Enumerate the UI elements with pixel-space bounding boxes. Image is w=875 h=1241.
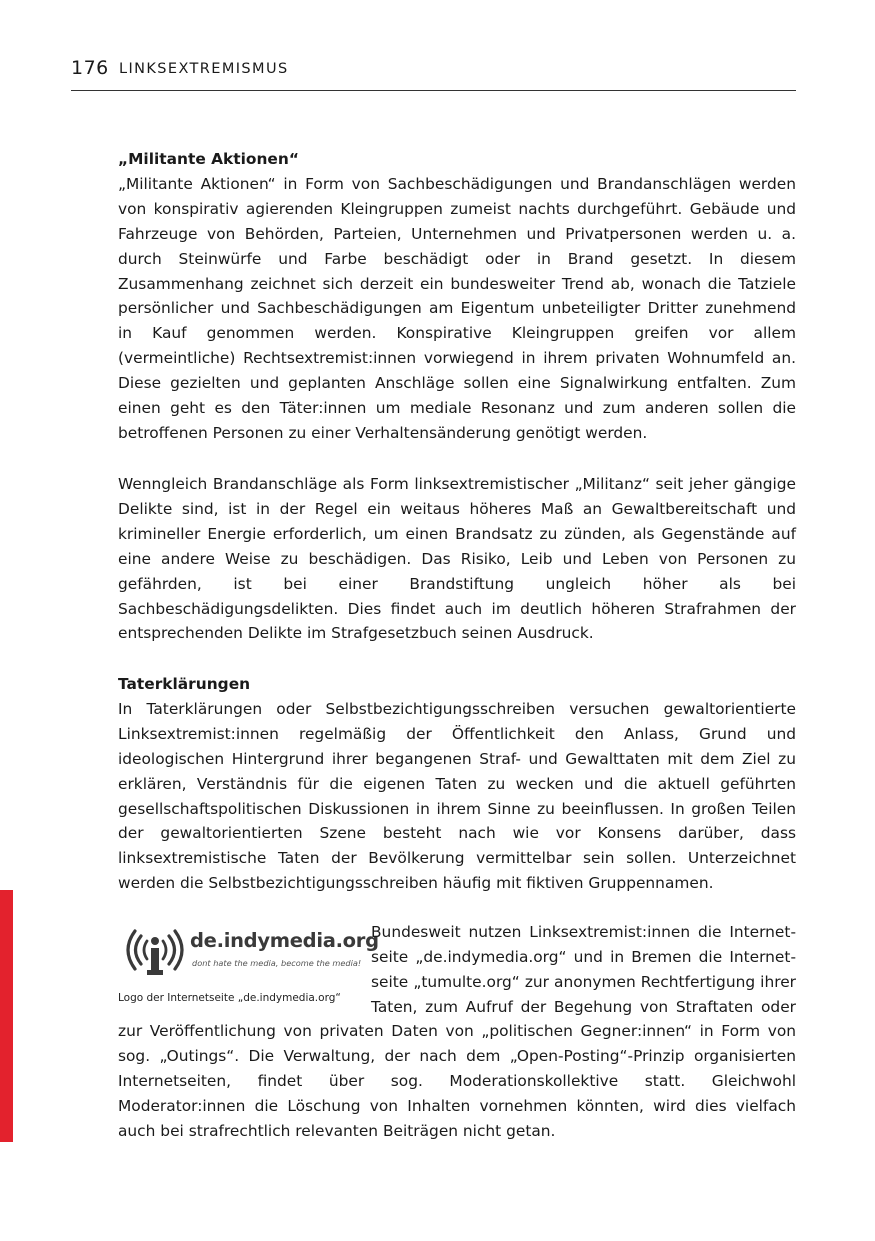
chapter-title: LINKSEXTREMISMUS	[119, 61, 289, 77]
figure-caption: Logo der Internetseite „de.indymedia.org“	[118, 992, 341, 1004]
body-paragraph: Wenngleich Brandanschläge als Form linksextremistischer „Militanz“ seit jeher gängige Delikte sind, ist in der Regel ein weitaus höheres Maß an Gewaltbereitschaft und krimineller Energie erforderlich, um einen Brandsatz zu zünden, als Gegenstände auf eine andere Weise zu beschädigen. Das Risiko, Leib und Leben von Personen zu gefährden, ist bei einer Brandstiftung ungleich höher als bei Sachbeschädigungsdelikten. Dies findet auch im deutlich höheren Strafrahmen der entsprechenden Delikte im Strafgesetzbuch seinen Ausdruck.	[118, 475, 796, 643]
wrapped-paragraph	[371, 920, 796, 1020]
page-number: 176	[71, 57, 109, 79]
indymedia-figure	[118, 918, 379, 1013]
section-taterklaerungen	[118, 672, 796, 896]
running-head	[71, 56, 796, 91]
indymedia-logo	[124, 926, 379, 982]
section-heading: Taterklärungen	[118, 675, 251, 693]
accent-bar	[0, 890, 13, 1142]
continuation-paragraph: zur Veröffentlichung von privaten Daten von „politischen Gegner:innen“ in Form von sog. „Outings“. Die Verwaltung, der nach dem „Open-Posting“-Prinzip organisierten Internetseiten, findet über sog. Moderationskollektive statt. Gleichwohl Moderator:innen die Löschung von Inhalten vornehmen könnten, wird dies vielfach auch bei strafrechtlich relevanten Beiträgen nicht getan.	[118, 1022, 796, 1140]
text-line: Bundesweit nutzen Linksextremist:innen die Internet-	[371, 923, 796, 941]
section-brandanschlaege	[118, 472, 796, 646]
body-paragraph: In Taterklärungen oder Selbstbezichtigungsschreiben versuchen gewaltorientierte Linksextremist:innen regelmäßig der Öffentlichkeit den Anlass, Grund und ideologischen Hintergrund ihrer begangenen Straf- und Gewalttaten mit dem Ziel zu erklären, Verständnis für die eigenen Taten zu wecken und die aktuell geführten gesellschaftspolitischen Diskussionen in ihrem Sinne zu beeinflussen. In großen Teilen der gewaltorientierten Szene besteht nach wie vor Konsens darüber, dass linksextremistische Taten der Bevölkerung vermittelbar sein sollen. Unterzeichnet werden die Selbstbezichtigungsschreiben häufig mit fiktiven Gruppennamen.	[118, 699, 796, 893]
broadcast-icon	[124, 926, 186, 982]
body-paragraph: „Militante Aktionen“ in Form von Sachbeschädigungen und Brandanschlägen werden von konspirativ agierenden Kleingruppen zumeist nachts durchgeführt. Gebäude und Fahrzeuge von Behörden, Parteien, Unternehmen und Privatpersonen werden u. a. durch Steinwürfe und Farbe beschädigt oder in Brand gesetzt. In diesem Zusammenhang zeichnet sich derzeit ein bundesweiter Trend ab, wonach die Tatziele persönlicher und Sachbeschädigungen am Eigentum unbeteiligter Dritter zunehmend in Kauf genommen werden. Konspirative Kleingruppen greifen vor allem (vermeintliche) Rechtsextremist:innen vorwiegend in ihrem privaten Wohnumfeld an. Diese gezielten und geplanten Anschläge sollen eine Signalwirkung entfalten. Zum einen geht es den Täter:innen um mediale Resonanz und zum anderen sollen die betroffenen Personen zu einer Verhaltensänderung genötigt werden.	[118, 174, 796, 442]
text-line: Taten, zum Aufruf der Begehung von Straftaten oder	[371, 997, 796, 1016]
logo-domain: de.indymedia.org	[190, 929, 379, 952]
text-line: seite „tumulte.org“ zur anonymen Rechtfertigung ihrer	[371, 972, 796, 991]
logo-slogan: dont hate the media, become the media!	[192, 958, 362, 968]
text-line: seite „de.indymedia.org“ und in Bremen die Internet-	[371, 947, 796, 966]
section-heading: „Militante Aktionen“	[118, 150, 299, 168]
section-militante-aktionen	[118, 147, 796, 446]
